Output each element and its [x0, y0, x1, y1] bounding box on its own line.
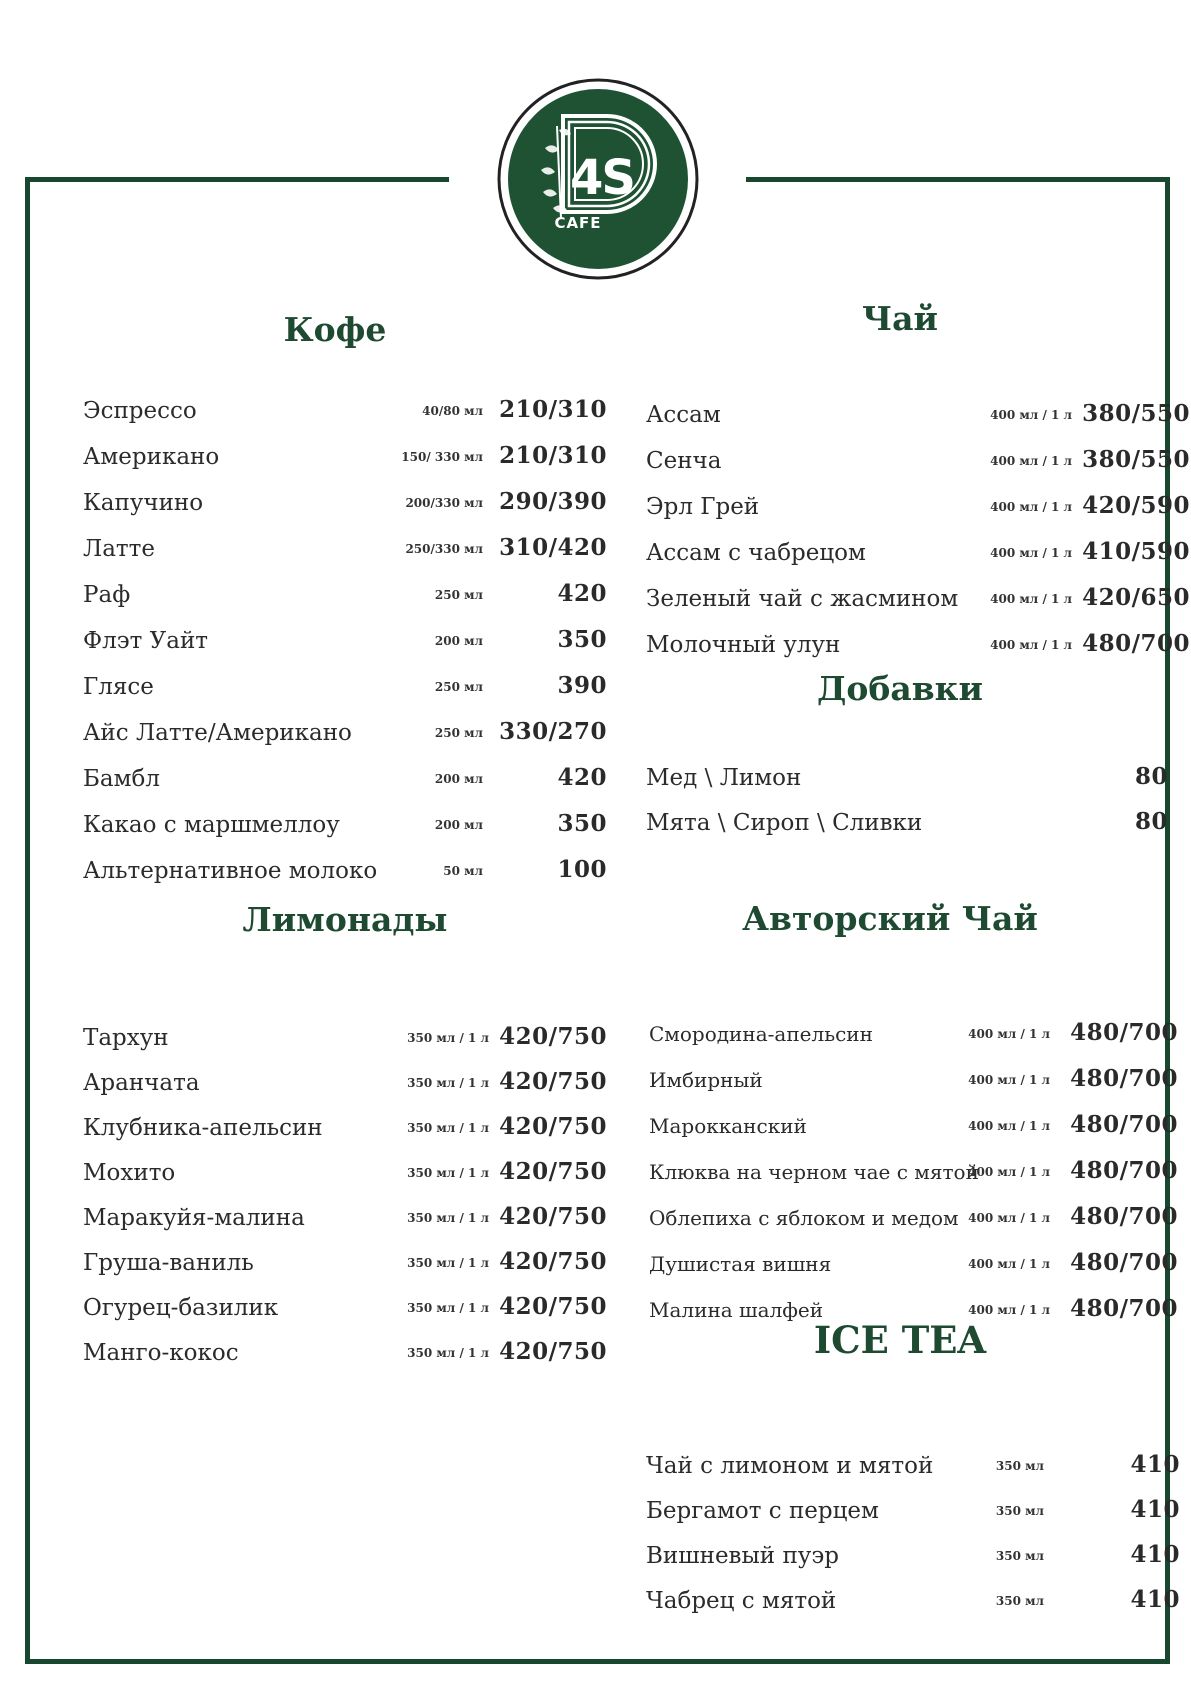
menu-item-price: 480/700: [1070, 1157, 1178, 1184]
menu-item-name: Клюква на черном чае с мятой: [649, 1160, 979, 1184]
menu-item: [646, 630, 1190, 660]
menu-item-volume: 350 мл / 1 л: [407, 1211, 489, 1225]
menu-item-volume: 350 мл: [995, 1459, 1044, 1473]
menu-item: [83, 718, 607, 748]
menu-item: [646, 1496, 1180, 1526]
menu-item-price: 420/750: [499, 1203, 607, 1230]
menu-item: [646, 584, 1190, 614]
menu-item-volume: 350 мл / 1 л: [407, 1301, 489, 1315]
menu-item-name: Бергамот с перцем: [646, 1498, 879, 1524]
menu-item-price: 480/700: [1070, 1203, 1178, 1230]
menu-item-price: 420/750: [499, 1293, 607, 1320]
menu-item-price: 380/550: [1082, 400, 1190, 427]
menu-item-volume: 200/330 мл: [405, 496, 483, 510]
menu-item-price: 390: [557, 672, 607, 699]
menu-item-name: Латте: [83, 536, 155, 562]
menu-item: [83, 580, 607, 610]
cafe-logo: [497, 78, 699, 280]
menu-item-volume: 350 мл: [995, 1594, 1044, 1608]
menu-item-name: Аранчата: [83, 1070, 200, 1096]
menu-item-name: Эрл Грей: [646, 494, 760, 520]
menu-item-volume: 350 мл: [995, 1549, 1044, 1563]
menu-item-name: Тархун: [83, 1025, 169, 1051]
menu-item-name: Капучино: [83, 490, 204, 516]
menu-item-volume: 400 мл / 1 л: [968, 1257, 1050, 1271]
menu-item-price: 420/750: [499, 1338, 607, 1365]
menu-item-volume: 400 мл / 1 л: [968, 1165, 1050, 1179]
menu-item-volume: 400 мл / 1 л: [968, 1211, 1050, 1225]
menu-item-name: Малина шалфей: [649, 1298, 824, 1322]
menu-item-volume: 200 мл: [434, 634, 483, 648]
menu-item-name: Маракуйя-малина: [83, 1205, 305, 1231]
logo-text-4s: 4S: [570, 150, 634, 206]
menu-item: [646, 538, 1190, 568]
menu-item-volume: 400 мл / 1 л: [990, 500, 1072, 514]
menu-item-name: Облепиха с яблоком и медом: [649, 1206, 959, 1230]
menu-item-volume: 400 мл / 1 л: [990, 638, 1072, 652]
menu-item-volume: 250 мл: [434, 588, 483, 602]
section-title-author-tea: Авторский Чай: [742, 899, 1038, 938]
menu-item-price: 330/270: [499, 718, 607, 745]
menu-item-price: 420: [557, 764, 607, 791]
menu-item-name: Зеленый чай с жасмином: [646, 586, 959, 612]
menu-item-price: 80: [1134, 763, 1168, 790]
menu-item-volume: 400 мл / 1 л: [990, 454, 1072, 468]
menu-item-price: 380/550: [1082, 446, 1190, 473]
menu-item-name: Вишневый пуэр: [646, 1543, 839, 1569]
menu-item-name: Груша-ваниль: [83, 1250, 254, 1276]
menu-item-name: Глясе: [83, 674, 154, 700]
menu-item: [646, 808, 1168, 838]
frame-left: [25, 177, 30, 1664]
menu-item: [649, 1065, 1178, 1095]
menu-item-price: 420/650: [1082, 584, 1190, 611]
menu-item-name: Манго-кокос: [83, 1340, 239, 1366]
menu-item-price: 410: [1130, 1451, 1180, 1478]
menu-item: [83, 1023, 607, 1053]
menu-item: [83, 488, 607, 518]
menu-item: [646, 400, 1190, 430]
menu-item: [649, 1249, 1178, 1279]
frame-bottom: [25, 1659, 1170, 1664]
menu-item-volume: 350 мл / 1 л: [407, 1031, 489, 1045]
menu-item-price: 420/750: [499, 1068, 607, 1095]
section-title-lemonades: Лимонады: [242, 900, 448, 939]
menu-item-price: 410: [1130, 1586, 1180, 1613]
menu-item: [646, 1586, 1180, 1616]
menu-item: [83, 810, 607, 840]
menu-item-price: 310/420: [499, 534, 607, 561]
menu-item: [646, 492, 1190, 522]
menu-item-volume: 400 мл / 1 л: [968, 1027, 1050, 1041]
menu-item-volume: 150/ 330 мл: [401, 450, 483, 464]
menu-item-price: 480/700: [1070, 1065, 1178, 1092]
menu-item-volume: 350 мл / 1 л: [407, 1346, 489, 1360]
menu-item-price: 480/700: [1070, 1295, 1178, 1322]
menu-item: [646, 763, 1168, 793]
menu-item-price: 80: [1134, 808, 1168, 835]
menu-item-price: 420: [557, 580, 607, 607]
menu-item-name: Сенча: [646, 448, 722, 474]
menu-item-volume: 350 мл / 1 л: [407, 1121, 489, 1135]
section-title-ice-tea: ICE TEA: [813, 1318, 987, 1362]
menu-item: [83, 1158, 607, 1188]
menu-item: [83, 626, 607, 656]
menu-item-volume: 400 мл / 1 л: [968, 1303, 1050, 1317]
section-title-tea: Чай: [862, 299, 938, 338]
menu-item-price: 480/700: [1070, 1249, 1178, 1276]
menu-item: [649, 1203, 1178, 1233]
menu-item: [83, 1248, 607, 1278]
menu-item-volume: 350 мл: [995, 1504, 1044, 1518]
menu-item-price: 290/390: [499, 488, 607, 515]
menu-item-price: 480/700: [1082, 630, 1190, 657]
menu-item-name: Флэт Уайт: [83, 628, 209, 654]
menu-item-price: 420/750: [499, 1023, 607, 1050]
menu-item-name: Душистая вишня: [649, 1252, 832, 1276]
menu-item-volume: 250 мл: [434, 726, 483, 740]
menu-item-price: 420/750: [499, 1113, 607, 1140]
menu-item: [646, 446, 1190, 476]
menu-item-price: 210/310: [499, 442, 607, 469]
menu-item-name: Эспрессо: [83, 398, 197, 424]
menu-item-name: Какао с маршмеллоу: [83, 812, 340, 838]
menu-item: [83, 856, 607, 886]
menu-item-name: Огурец-базилик: [83, 1295, 279, 1321]
menu-item-price: 420/590: [1082, 492, 1190, 519]
menu-item-price: 410: [1130, 1496, 1180, 1523]
menu-item-price: 350: [557, 810, 607, 837]
menu-item: [646, 1541, 1180, 1571]
menu-item-name: Раф: [83, 582, 131, 608]
menu-item-price: 420/750: [499, 1158, 607, 1185]
menu-item-name: Смородина-апельсин: [649, 1022, 873, 1046]
menu-item-price: 410/590: [1082, 538, 1190, 565]
menu-item-volume: 400 мл / 1 л: [968, 1119, 1050, 1133]
menu-item: [649, 1157, 1178, 1187]
menu-item-price: 100: [557, 856, 607, 883]
menu-item: [646, 1451, 1180, 1481]
menu-item: [83, 1203, 607, 1233]
menu-item-name: Имбирный: [649, 1068, 763, 1092]
menu-item-volume: 350 мл / 1 л: [407, 1166, 489, 1180]
menu-item-name: Ассам с чабрецом: [646, 540, 866, 566]
menu-item-name: Мохито: [83, 1160, 176, 1186]
menu-item-price: 410: [1130, 1541, 1180, 1568]
menu-item: [83, 1338, 607, 1368]
menu-item-volume: 250/330 мл: [405, 542, 483, 556]
menu-item-name: Марокканский: [649, 1114, 807, 1138]
logo-text-cafe: CAFE: [554, 214, 602, 232]
menu-item-name: Мед \ Лимон: [646, 765, 802, 791]
menu-item-volume: 200 мл: [434, 818, 483, 832]
menu-item-name: Айс Латте/Американо: [83, 720, 352, 746]
menu-item-name: Бамбл: [83, 766, 160, 792]
menu-item-volume: 250 мл: [434, 680, 483, 694]
menu-item-volume: 350 мл / 1 л: [407, 1256, 489, 1270]
menu-item: [649, 1019, 1178, 1049]
menu-item-volume: 400 мл / 1 л: [990, 408, 1072, 422]
menu-item-volume: 350 мл / 1 л: [407, 1076, 489, 1090]
menu-item: [83, 442, 607, 472]
menu-item-volume: 50 мл: [443, 864, 483, 878]
menu-item-name: Ассам: [646, 402, 721, 428]
menu-item: [83, 1113, 607, 1143]
menu-item-volume: 400 мл / 1 л: [968, 1073, 1050, 1087]
menu-item-price: 210/310: [499, 396, 607, 423]
menu-item: [83, 1068, 607, 1098]
menu-item: [83, 1293, 607, 1323]
menu-item-name: Клубника-апельсин: [83, 1115, 323, 1141]
menu-item: [649, 1111, 1178, 1141]
menu-item-volume: 400 мл / 1 л: [990, 592, 1072, 606]
menu-item: [83, 396, 607, 426]
section-title-coffee: Кофе: [283, 310, 387, 349]
section-title-extras: Добавки: [817, 669, 983, 708]
menu-item-name: Американо: [83, 444, 220, 470]
menu-item: [83, 672, 607, 702]
frame-top-left: [25, 177, 449, 182]
menu-item-volume: 200 мл: [434, 772, 483, 786]
menu-item-name: Чабрец с мятой: [646, 1588, 837, 1614]
menu-item-name: Альтернативное молоко: [83, 858, 378, 884]
menu-item-price: 420/750: [499, 1248, 607, 1275]
menu-item-price: 480/700: [1070, 1019, 1178, 1046]
menu-item-volume: 40/80 мл: [422, 404, 483, 418]
menu-item-name: Чай с лимоном и мятой: [646, 1453, 934, 1479]
menu-item-volume: 400 мл / 1 л: [990, 546, 1072, 560]
menu-item-price: 480/700: [1070, 1111, 1178, 1138]
menu-item-price: 350: [557, 626, 607, 653]
menu-item: [83, 764, 607, 794]
frame-top-right: [746, 177, 1170, 182]
menu-item-name: Мята \ Сироп \ Сливки: [646, 810, 923, 836]
menu-item-name: Молочный улун: [646, 632, 841, 658]
menu-item: [83, 534, 607, 564]
